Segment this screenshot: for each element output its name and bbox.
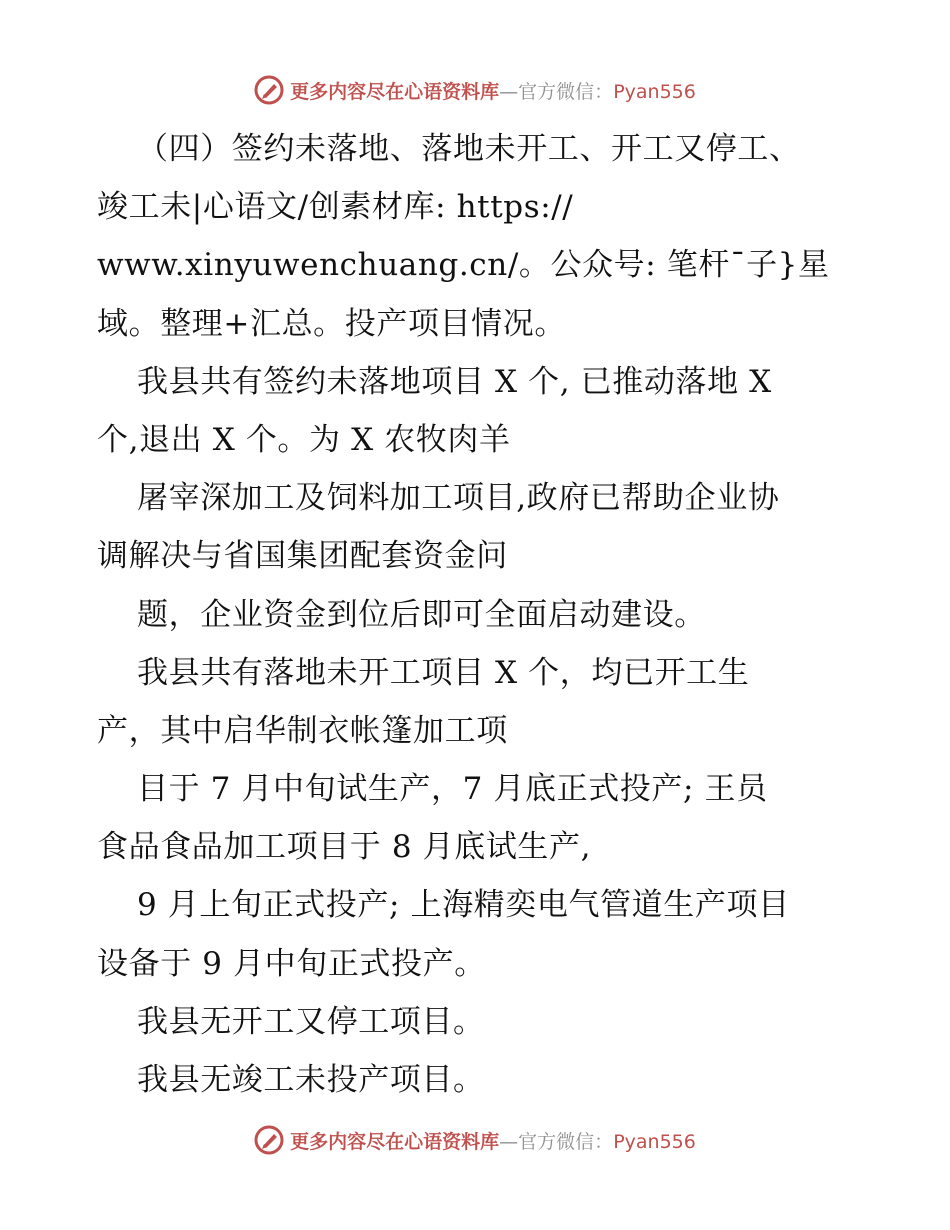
banner-wechat-label: —官方微信： <box>499 1130 614 1153</box>
banner-text <box>290 77 696 104</box>
text-line: 竣工未|心语文/创素材库: https:// <box>97 189 574 226</box>
footer-banner <box>0 1120 950 1160</box>
text-line: 目于 7 月中旬试生产，7 月底正式投产; 王员 <box>137 771 768 808</box>
text-line: 调解决与省国集团配套资金问 <box>97 538 508 575</box>
pen-seal-icon <box>254 1125 284 1155</box>
text-line: www.xinyuwenchuang.cn/。公众号: 笔杆¯子}星 <box>97 247 830 284</box>
banner-wechat-label: —官方微信： <box>499 80 614 103</box>
text-line: 屠宰深加工及饲料加工项目,政府已帮助企业协 <box>137 480 780 517</box>
banner-wechat-id: Pyan556 <box>613 1130 696 1153</box>
text-line: 我县共有落地未开工项目 X 个，均已开工生 <box>137 654 750 691</box>
text-line: 个,退出 X 个。为 X 农牧肉羊 <box>97 421 511 458</box>
text-line: 产，其中启华制衣帐篷加工项 <box>97 712 508 749</box>
text-line: 我县无竣工未投产项目。 <box>137 1062 485 1098</box>
text-line: 我县无开工又停工项目。 <box>137 1003 485 1040</box>
text-line: 设备于 9 月中旬正式投产。 <box>97 945 486 982</box>
banner-promo: 更多内容尽在心语资料库 <box>290 1130 500 1153</box>
header-banner <box>0 70 950 110</box>
text-line: 域。整理+汇总。投产项目情况。 <box>97 305 566 342</box>
banner-text <box>290 1127 696 1154</box>
text-line: 我县共有签约未落地项目 X 个, 已推动落地 X <box>137 363 772 400</box>
document-body <box>97 120 857 1109</box>
pen-seal-icon <box>254 75 284 105</box>
text-line: 9 月上旬正式投产; 上海精奕电气管道生产项目 <box>137 887 790 924</box>
text-line: 食品食品加工项目于 8 月底试生产, <box>97 829 592 866</box>
banner-wechat-id: Pyan556 <box>613 80 696 103</box>
banner-promo: 更多内容尽在心语资料库 <box>290 80 500 103</box>
text-line: 题，企业资金到位后即可全面启动建设。 <box>137 596 706 633</box>
section-heading: （四）签约未落地、落地未开工、开工又停工、 <box>137 131 801 167</box>
